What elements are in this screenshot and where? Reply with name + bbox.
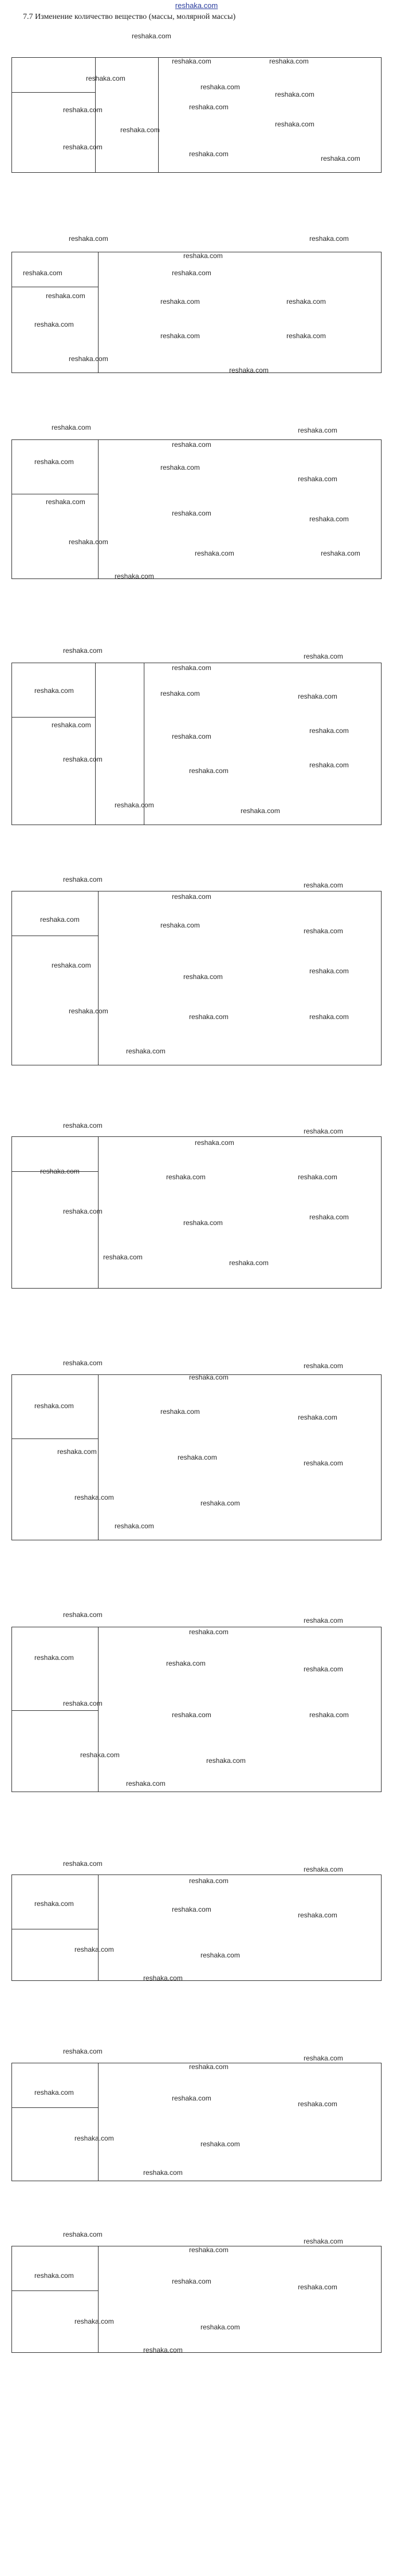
watermark-text: reshaka.com bbox=[229, 366, 269, 374]
watermark-text: reshaka.com bbox=[172, 269, 211, 277]
watermark-text: reshaka.com bbox=[46, 292, 85, 300]
watermark-text: reshaka.com bbox=[321, 154, 360, 163]
watermark-text: reshaka.com bbox=[172, 1905, 211, 1913]
watermark-text: reshaka.com bbox=[57, 1448, 97, 1456]
watermark-text: reshaka.com bbox=[189, 2246, 229, 2254]
solution-column bbox=[98, 2063, 381, 2181]
watermark-text: reshaka.com bbox=[201, 2140, 240, 2148]
problem-frame bbox=[11, 1874, 382, 1981]
section-title: 7.7 Изменение количество вещество (массы, молярной массы) bbox=[23, 13, 236, 21]
watermark-text: reshaka.com bbox=[143, 1974, 183, 1982]
watermark-text: reshaka.com bbox=[143, 2346, 183, 2354]
watermark-text: reshaka.com bbox=[172, 509, 211, 517]
watermark-text: reshaka.com bbox=[160, 298, 200, 306]
watermark-text: reshaka.com bbox=[304, 652, 343, 660]
watermark-text: reshaka.com bbox=[74, 2317, 114, 2325]
watermark-text: reshaka.com bbox=[34, 1654, 74, 1662]
watermark-text: reshaka.com bbox=[23, 269, 62, 277]
watermark-text: reshaka.com bbox=[86, 74, 125, 82]
watermark-text: reshaka.com bbox=[298, 426, 337, 434]
watermark-text: reshaka.com bbox=[34, 458, 74, 466]
watermark-text: reshaka.com bbox=[63, 2230, 103, 2238]
watermark-text: reshaka.com bbox=[189, 103, 229, 111]
watermark-text: reshaka.com bbox=[115, 572, 154, 580]
watermark-text: reshaka.com bbox=[63, 1611, 103, 1619]
watermark-text: reshaka.com bbox=[40, 916, 80, 924]
watermark-text: reshaka.com bbox=[34, 2272, 74, 2280]
watermark-text: reshaka.com bbox=[63, 1121, 103, 1130]
watermark-text: reshaka.com bbox=[63, 2047, 103, 2055]
watermark-text: reshaka.com bbox=[304, 881, 343, 889]
watermark-text: reshaka.com bbox=[69, 355, 108, 363]
watermark-text: reshaka.com bbox=[304, 1616, 343, 1624]
watermark-text: reshaka.com bbox=[309, 515, 349, 523]
watermark-text: reshaka.com bbox=[126, 1780, 166, 1788]
watermark-text: reshaka.com bbox=[309, 1013, 349, 1021]
watermark-text: reshaka.com bbox=[63, 143, 103, 151]
solution-column bbox=[144, 663, 381, 825]
watermark-text: reshaka.com bbox=[34, 320, 74, 328]
problem-frame bbox=[11, 2063, 382, 2181]
watermark-text: reshaka.com bbox=[52, 423, 91, 431]
given-divider bbox=[12, 2107, 98, 2108]
watermark-text: reshaka.com bbox=[269, 57, 309, 65]
given-column bbox=[12, 2246, 98, 2352]
solution-column bbox=[98, 2246, 381, 2352]
watermark-text: reshaka.com bbox=[189, 1877, 229, 1885]
watermark-text: reshaka.com bbox=[298, 2100, 337, 2108]
watermark-text: reshaka.com bbox=[298, 1911, 337, 1919]
watermark-text: reshaka.com bbox=[183, 973, 223, 981]
watermark-text: reshaka.com bbox=[189, 150, 229, 158]
solution-column bbox=[98, 1627, 381, 1792]
watermark-text: reshaka.com bbox=[189, 2063, 229, 2071]
watermark-text: reshaka.com bbox=[229, 1259, 269, 1267]
solution-column bbox=[98, 1875, 381, 1980]
watermark-text: reshaka.com bbox=[126, 1047, 166, 1055]
watermark-text: reshaka.com bbox=[241, 807, 280, 815]
watermark-text: reshaka.com bbox=[304, 2237, 343, 2245]
solution-column bbox=[98, 891, 381, 1065]
watermark-text: reshaka.com bbox=[309, 235, 349, 243]
watermark-text: reshaka.com bbox=[286, 332, 326, 340]
watermark-text: reshaka.com bbox=[298, 1173, 337, 1181]
watermark-text: reshaka.com bbox=[183, 1219, 223, 1227]
watermark-text: reshaka.com bbox=[74, 1945, 114, 1953]
given-divider bbox=[12, 2290, 98, 2291]
watermark-text: reshaka.com bbox=[189, 1628, 229, 1636]
watermark-text: reshaka.com bbox=[69, 1007, 108, 1015]
watermark-text: reshaka.com bbox=[304, 1665, 343, 1673]
watermark-text: reshaka.com bbox=[304, 1362, 343, 1370]
watermark-text: reshaka.com bbox=[74, 2134, 114, 2142]
solution-column bbox=[98, 252, 381, 372]
watermark-text: reshaka.com bbox=[160, 332, 200, 340]
watermark-text: reshaka.com bbox=[34, 2088, 74, 2097]
watermark-text: reshaka.com bbox=[201, 83, 240, 91]
watermark-text: reshaka.com bbox=[69, 235, 108, 243]
watermark-text: reshaka.com bbox=[201, 1499, 240, 1507]
watermark-text: reshaka.com bbox=[298, 2283, 337, 2291]
given-column bbox=[12, 1375, 98, 1540]
watermark-text: reshaka.com bbox=[309, 727, 349, 735]
watermark-text: reshaka.com bbox=[309, 1711, 349, 1719]
given-column bbox=[12, 58, 95, 172]
watermark-text: reshaka.com bbox=[63, 1359, 103, 1367]
given-divider bbox=[12, 717, 95, 718]
watermark-text: reshaka.com bbox=[63, 106, 103, 114]
watermark-text: reshaka.com bbox=[40, 1167, 80, 1175]
watermark-text: reshaka.com bbox=[183, 252, 223, 260]
watermark-text: reshaka.com bbox=[309, 1213, 349, 1221]
problem-frame bbox=[11, 1627, 382, 1792]
watermark-text: reshaka.com bbox=[172, 2094, 211, 2102]
watermark-text: reshaka.com bbox=[115, 1522, 154, 1530]
watermark-text: reshaka.com bbox=[286, 298, 326, 306]
watermark-text: reshaka.com bbox=[132, 32, 171, 40]
watermark-text: reshaka.com bbox=[275, 90, 315, 98]
watermark-text: reshaka.com bbox=[166, 1173, 206, 1181]
watermark-text: reshaka.com bbox=[34, 1900, 74, 1908]
watermark-text: reshaka.com bbox=[80, 1751, 120, 1759]
watermark-text: reshaka.com bbox=[34, 1402, 74, 1410]
watermark-text: reshaka.com bbox=[172, 664, 211, 672]
watermark-text: reshaka.com bbox=[115, 801, 154, 809]
watermark-text: reshaka.com bbox=[172, 732, 211, 740]
watermark-text: reshaka.com bbox=[63, 647, 103, 655]
watermark-text: reshaka.com bbox=[178, 1453, 217, 1461]
watermark-text: reshaka.com bbox=[160, 921, 200, 929]
watermark-text: reshaka.com bbox=[120, 126, 160, 134]
watermark-text: reshaka.com bbox=[172, 57, 211, 65]
watermark-text: reshaka.com bbox=[189, 1373, 229, 1381]
watermark-text: reshaka.com bbox=[172, 2277, 211, 2285]
watermark-text: reshaka.com bbox=[189, 1013, 229, 1021]
watermark-text: reshaka.com bbox=[304, 1865, 343, 1873]
watermark-text: reshaka.com bbox=[304, 2054, 343, 2062]
given-column bbox=[12, 2063, 98, 2181]
watermark-text: reshaka.com bbox=[46, 498, 85, 506]
watermark-text: reshaka.com bbox=[309, 761, 349, 769]
si-column bbox=[95, 663, 144, 825]
site-link[interactable]: reshaka.com bbox=[175, 1, 218, 10]
watermark-text: reshaka.com bbox=[63, 875, 103, 883]
problem-frame bbox=[11, 2246, 382, 2353]
watermark-text: reshaka.com bbox=[201, 2323, 240, 2331]
watermark-text: reshaka.com bbox=[304, 1127, 343, 1135]
watermark-text: reshaka.com bbox=[52, 721, 91, 729]
watermark-text: reshaka.com bbox=[52, 961, 91, 969]
given-column bbox=[12, 1627, 98, 1792]
watermark-text: reshaka.com bbox=[160, 463, 200, 471]
watermark-text: reshaka.com bbox=[69, 538, 108, 546]
watermark-text: reshaka.com bbox=[103, 1253, 143, 1261]
given-column bbox=[12, 1875, 98, 1980]
watermark-text: reshaka.com bbox=[143, 2169, 183, 2177]
watermark-text: reshaka.com bbox=[195, 1139, 234, 1147]
watermark-text: reshaka.com bbox=[63, 755, 103, 763]
watermark-text: reshaka.com bbox=[74, 1493, 114, 1501]
given-divider bbox=[12, 1438, 98, 1439]
given-divider bbox=[12, 1710, 98, 1711]
watermark-text: reshaka.com bbox=[63, 1207, 103, 1215]
watermark-text: reshaka.com bbox=[309, 967, 349, 975]
watermark-text: reshaka.com bbox=[275, 120, 315, 128]
watermark-text: reshaka.com bbox=[172, 1711, 211, 1719]
watermark-text: reshaka.com bbox=[189, 767, 229, 775]
solution-column bbox=[98, 1375, 381, 1540]
watermark-text: reshaka.com bbox=[201, 1951, 240, 1959]
watermark-text: reshaka.com bbox=[206, 1757, 246, 1765]
watermark-text: reshaka.com bbox=[298, 692, 337, 700]
watermark-text: reshaka.com bbox=[166, 1659, 206, 1667]
watermark-text: reshaka.com bbox=[172, 893, 211, 901]
watermark-text: reshaka.com bbox=[321, 549, 360, 557]
solution-column bbox=[98, 440, 381, 578]
watermark-text: reshaka.com bbox=[63, 1699, 103, 1707]
watermark-text: reshaka.com bbox=[160, 1408, 200, 1416]
watermark-text: reshaka.com bbox=[160, 689, 200, 697]
watermark-text: reshaka.com bbox=[195, 549, 234, 557]
watermark-text: reshaka.com bbox=[304, 927, 343, 935]
watermark-text: reshaka.com bbox=[298, 475, 337, 483]
given-divider bbox=[12, 92, 95, 93]
watermark-text: reshaka.com bbox=[304, 1459, 343, 1467]
watermark-text: reshaka.com bbox=[172, 441, 211, 449]
watermark-text: reshaka.com bbox=[34, 687, 74, 695]
watermark-text: reshaka.com bbox=[298, 1413, 337, 1421]
watermark-text: reshaka.com bbox=[63, 1860, 103, 1868]
